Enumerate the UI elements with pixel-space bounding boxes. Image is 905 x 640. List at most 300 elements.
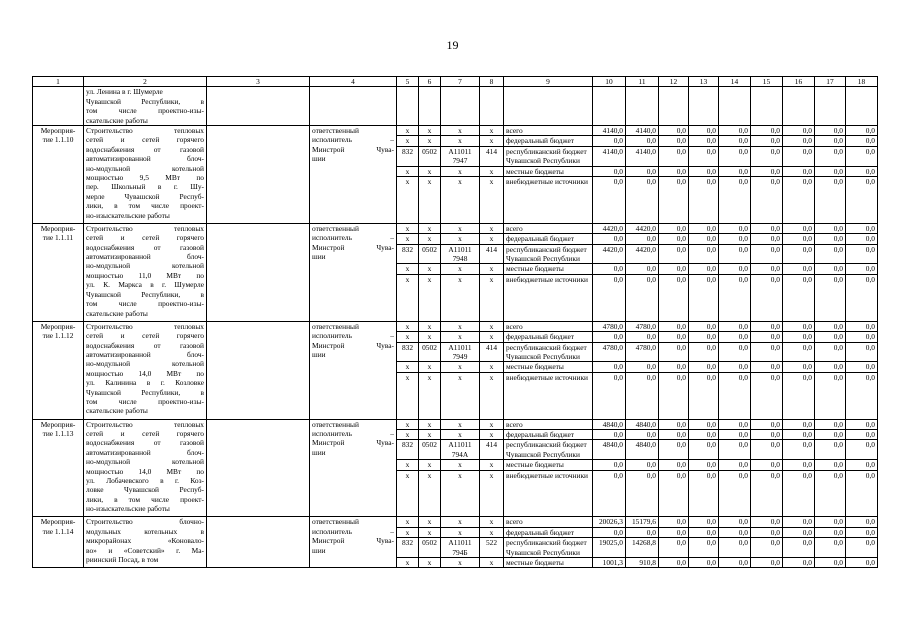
x-mark: x xyxy=(397,136,419,146)
value-col-14: 0,0 xyxy=(719,146,751,166)
value-col-18: 0,0 xyxy=(846,342,878,362)
text-line: ответственный xyxy=(312,321,359,331)
value-col-10: 4420,0 xyxy=(593,244,626,264)
x-mark: x xyxy=(480,264,504,274)
value-col-15: 0,0 xyxy=(751,538,783,558)
x-mark: x xyxy=(480,234,504,244)
text-line: тие 1.1.11 xyxy=(42,233,74,243)
value-col-10: 0,0 xyxy=(593,527,626,537)
value-col-14: 0,0 xyxy=(719,126,751,136)
value-col-13: 0,0 xyxy=(689,234,719,244)
x-mark: x xyxy=(419,223,441,233)
text-line: исполнитель – xyxy=(312,428,394,438)
value-col-14: 0,0 xyxy=(719,517,751,527)
value-col-12: 0,0 xyxy=(659,538,689,558)
empty-cell xyxy=(815,87,846,126)
value-col-18: 0,0 xyxy=(846,264,878,274)
funding-source: федеральный бюджет xyxy=(504,234,593,244)
text-line: сетей и сетей горячего xyxy=(86,331,204,341)
x-mark: x xyxy=(441,362,480,372)
value-col-18: 0,0 xyxy=(846,332,878,342)
value-col-12: 0,0 xyxy=(659,362,689,372)
code-target xyxy=(441,244,480,264)
empty-cell xyxy=(751,87,783,126)
funding-source: республиканский бюджет Чувашской Республики xyxy=(504,342,593,362)
value-col-11: 0,0 xyxy=(626,274,659,321)
x-mark: x xyxy=(419,332,441,342)
value-col-14: 0,0 xyxy=(719,429,751,439)
text-line: 7947 xyxy=(452,156,468,166)
funding-source: всего xyxy=(504,321,593,331)
value-col-17: 0,0 xyxy=(815,342,846,362)
x-mark: x xyxy=(419,264,441,274)
value-col-13: 0,0 xyxy=(689,517,719,527)
x-mark: x xyxy=(441,332,480,342)
text-line: исполнитель – xyxy=(312,331,394,341)
column-header: 1 xyxy=(33,77,84,87)
value-col-13: 0,0 xyxy=(689,223,719,233)
value-col-10: 19025,0 xyxy=(593,538,626,558)
funding-source: республиканский бюджет Чувашской Республики xyxy=(504,146,593,166)
source-row xyxy=(33,321,878,331)
empty-cell xyxy=(783,87,815,126)
x-mark: x xyxy=(397,470,419,517)
value-col-10: 0,0 xyxy=(593,429,626,439)
code-ministry: 832 xyxy=(397,146,419,166)
measure-code xyxy=(33,517,84,568)
value-col-13: 0,0 xyxy=(689,177,719,224)
value-col-10: 0,0 xyxy=(593,136,626,146)
column-header: 13 xyxy=(689,77,719,87)
measure-code xyxy=(33,223,84,321)
measure-title xyxy=(84,126,207,224)
text-line: исполнитель – xyxy=(312,526,394,536)
value-col-17: 0,0 xyxy=(815,136,846,146)
responsible-executor xyxy=(310,419,397,517)
text-line: 794Б xyxy=(452,547,468,557)
value-col-10: 4780,0 xyxy=(593,342,626,362)
value-col-10: 0,0 xyxy=(593,264,626,274)
x-mark: x xyxy=(441,419,480,429)
source-row xyxy=(33,126,878,136)
value-col-16: 0,0 xyxy=(783,440,815,460)
value-col-15: 0,0 xyxy=(751,429,783,439)
text-line: ловке Чувашской Респуб- xyxy=(86,485,204,495)
value-col-12: 0,0 xyxy=(659,321,689,331)
value-col-12: 0,0 xyxy=(659,146,689,166)
value-col-11: 15179,6 xyxy=(626,517,659,527)
value-col-18: 0,0 xyxy=(846,244,878,264)
value-col-13: 0,0 xyxy=(689,362,719,372)
value-col-14: 0,0 xyxy=(719,136,751,146)
value-col-14: 0,0 xyxy=(719,460,751,470)
value-col-15: 0,0 xyxy=(751,527,783,537)
value-col-16: 0,0 xyxy=(783,372,815,419)
text-line: исполнитель – xyxy=(312,233,394,243)
column-header: 3 xyxy=(207,77,310,87)
text-line: шии xyxy=(312,349,326,359)
column-header-row xyxy=(33,77,878,87)
funding-source: всего xyxy=(504,419,593,429)
value-col-10: 0,0 xyxy=(593,332,626,342)
value-col-18: 0,0 xyxy=(846,527,878,537)
funding-source: федеральный бюджет xyxy=(504,429,593,439)
value-col-18: 0,0 xyxy=(846,429,878,439)
value-col-12: 0,0 xyxy=(659,517,689,527)
column-header: 7 xyxy=(441,77,480,87)
value-col-11: 4780,0 xyxy=(626,321,659,331)
x-mark: x xyxy=(441,470,480,517)
value-col-13: 0,0 xyxy=(689,146,719,166)
value-col-15: 0,0 xyxy=(751,342,783,362)
empty-cell xyxy=(419,87,441,126)
value-col-10: 0,0 xyxy=(593,274,626,321)
x-mark: x xyxy=(441,234,480,244)
value-col-17: 0,0 xyxy=(815,166,846,176)
x-mark: x xyxy=(480,470,504,517)
value-col-18: 0,0 xyxy=(846,274,878,321)
text-line: водоснабжения от газовой xyxy=(86,242,204,252)
text-line: тие 1.1.12 xyxy=(42,331,74,341)
value-col-10: 0,0 xyxy=(593,166,626,176)
x-mark: x xyxy=(441,136,480,146)
measure-code xyxy=(33,321,84,419)
code-ministry: 832 xyxy=(397,244,419,264)
funding-source: всего xyxy=(504,517,593,527)
value-col-18: 0,0 xyxy=(846,538,878,558)
value-col-16: 0,0 xyxy=(783,419,815,429)
funding-source: внебюджетные источники xyxy=(504,470,593,517)
text-line: шии xyxy=(312,545,326,555)
value-col-11: 0,0 xyxy=(626,527,659,537)
value-col-12: 0,0 xyxy=(659,126,689,136)
x-mark: x xyxy=(419,126,441,136)
empty-cell xyxy=(593,87,626,126)
value-col-16: 0,0 xyxy=(783,177,815,224)
text-line: Минстрой Чува- xyxy=(312,340,394,350)
x-mark: x xyxy=(480,419,504,429)
value-col-11: 0,0 xyxy=(626,362,659,372)
value-col-11: 4420,0 xyxy=(626,244,659,264)
title-line: ул. Ленина в г. Шумерле xyxy=(86,87,163,97)
value-col-13: 0,0 xyxy=(689,342,719,362)
text-line: ул. Лобачевского в г. Коз- xyxy=(86,475,204,485)
x-mark: x xyxy=(419,136,441,146)
x-mark: x xyxy=(480,126,504,136)
funding-source: федеральный бюджет xyxy=(504,527,593,537)
value-col-16: 0,0 xyxy=(783,362,815,372)
text-line: водоснабжения от газовой xyxy=(86,340,204,350)
value-col-16: 0,0 xyxy=(783,264,815,274)
value-col-11: 4840,0 xyxy=(626,440,659,460)
value-col-16: 0,0 xyxy=(783,460,815,470)
x-mark: x xyxy=(397,419,419,429)
value-col-18: 0,0 xyxy=(846,136,878,146)
x-mark: x xyxy=(480,321,504,331)
value-col-16: 0,0 xyxy=(783,517,815,527)
code-expense: 414 xyxy=(480,244,504,264)
title-line: Чувашской Республики, в xyxy=(86,96,204,106)
text-line: водоснабжения от газовой xyxy=(86,438,204,448)
value-col-18: 0,0 xyxy=(846,419,878,429)
value-col-17: 0,0 xyxy=(815,440,846,460)
x-mark: x xyxy=(397,234,419,244)
x-mark: x xyxy=(419,372,441,419)
text-line: Чувашской Республики, в xyxy=(86,289,204,299)
funding-source: местные бюджеты xyxy=(504,166,593,176)
x-mark: x xyxy=(397,460,419,470)
value-col-15: 0,0 xyxy=(751,264,783,274)
value-col-12: 0,0 xyxy=(659,372,689,419)
x-mark: x xyxy=(419,274,441,321)
text-line: но-изыскательские работы xyxy=(86,210,170,220)
value-col-15: 0,0 xyxy=(751,146,783,166)
value-col-12: 0,0 xyxy=(659,470,689,517)
x-mark: x xyxy=(480,274,504,321)
measure-title xyxy=(84,419,207,517)
text-line: автоматизированной блоч- xyxy=(86,447,204,457)
text-line: тие 1.1.14 xyxy=(42,526,74,536)
empty-cell xyxy=(207,126,310,224)
value-col-11: 0,0 xyxy=(626,332,659,342)
value-col-11: 4140,0 xyxy=(626,126,659,136)
value-col-17: 0,0 xyxy=(815,470,846,517)
empty-cell xyxy=(441,87,480,126)
text-line: том числе проектно-изы- xyxy=(86,396,204,406)
text-line: сетей и сетей горячего xyxy=(86,428,204,438)
text-line: мощностью 14,0 МВт по xyxy=(86,368,204,378)
text-line: шии xyxy=(312,447,326,457)
x-mark: x xyxy=(480,136,504,146)
column-header: 8 xyxy=(480,77,504,87)
x-mark: x xyxy=(419,517,441,527)
empty-cell xyxy=(504,87,593,126)
text-line: А11011 xyxy=(448,146,472,156)
value-col-13: 0,0 xyxy=(689,419,719,429)
x-mark: x xyxy=(397,223,419,233)
value-col-14: 0,0 xyxy=(719,538,751,558)
x-mark: x xyxy=(419,470,441,517)
value-col-10: 0,0 xyxy=(593,362,626,372)
column-header: 10 xyxy=(593,77,626,87)
value-col-16: 0,0 xyxy=(783,244,815,264)
value-col-15: 0,0 xyxy=(751,234,783,244)
value-col-13: 0,0 xyxy=(689,126,719,136)
code-expense: 414 xyxy=(480,342,504,362)
value-col-17: 0,0 xyxy=(815,234,846,244)
text-line: Строительство тепловых xyxy=(86,223,204,233)
value-col-10: 4780,0 xyxy=(593,321,626,331)
value-col-11: 0,0 xyxy=(626,136,659,146)
source-row xyxy=(33,419,878,429)
value-col-13: 0,0 xyxy=(689,460,719,470)
text-line: модульных котельных в xyxy=(86,526,204,536)
text-line: том числе проектно-изы- xyxy=(86,299,204,309)
code-section: 0502 xyxy=(419,244,441,264)
code-section: 0502 xyxy=(419,146,441,166)
value-col-14: 0,0 xyxy=(719,440,751,460)
text-line: Строительство блочно- xyxy=(86,517,204,527)
empty-cell xyxy=(207,223,310,321)
value-col-18: 0,0 xyxy=(846,166,878,176)
value-col-15: 0,0 xyxy=(751,223,783,233)
value-col-16: 0,0 xyxy=(783,332,815,342)
value-col-10: 0,0 xyxy=(593,372,626,419)
text-line: скательские работы xyxy=(86,406,148,416)
value-col-16: 0,0 xyxy=(783,429,815,439)
page-number: 19 xyxy=(446,38,459,52)
value-col-17: 0,0 xyxy=(815,538,846,558)
x-mark: x xyxy=(419,362,441,372)
value-col-14: 0,0 xyxy=(719,419,751,429)
funding-source: местные бюджеты xyxy=(504,460,593,470)
text-line: исполнитель – xyxy=(312,135,394,145)
x-mark: x xyxy=(480,429,504,439)
x-mark: x xyxy=(480,372,504,419)
value-col-12: 0,0 xyxy=(659,527,689,537)
value-col-11: 0,0 xyxy=(626,429,659,439)
text-line: автоматизированной блоч- xyxy=(86,349,204,359)
value-col-13: 0,0 xyxy=(689,429,719,439)
value-col-17: 0,0 xyxy=(815,460,846,470)
text-line: шии xyxy=(312,154,326,164)
x-mark: x xyxy=(480,557,504,567)
value-col-14: 0,0 xyxy=(719,234,751,244)
x-mark: x xyxy=(441,264,480,274)
responsible-executor xyxy=(310,126,397,224)
code-expense: 522 xyxy=(480,538,504,558)
value-col-10: 4840,0 xyxy=(593,419,626,429)
funding-source: республиканский бюджет Чувашской Республики xyxy=(504,440,593,460)
value-col-14: 0,0 xyxy=(719,342,751,362)
value-col-18: 0,0 xyxy=(846,372,878,419)
value-col-13: 0,0 xyxy=(689,244,719,264)
value-col-12: 0,0 xyxy=(659,332,689,342)
text-line: ул. Калинина в г. Козловке xyxy=(86,378,204,388)
text-line: сетей и сетей горячего xyxy=(86,233,204,243)
funding-source: республиканский бюджет Чувашской Республики xyxy=(504,244,593,264)
column-header: 16 xyxy=(783,77,815,87)
value-col-17: 0,0 xyxy=(815,372,846,419)
value-col-16: 0,0 xyxy=(783,470,815,517)
value-col-11: 0,0 xyxy=(626,166,659,176)
x-mark: x xyxy=(480,223,504,233)
value-col-11: 0,0 xyxy=(626,234,659,244)
value-col-17: 0,0 xyxy=(815,557,846,567)
value-col-12: 0,0 xyxy=(659,274,689,321)
value-col-12: 0,0 xyxy=(659,177,689,224)
text-line: автоматизированной блоч- xyxy=(86,252,204,262)
text-line: тие 1.1.10 xyxy=(42,135,74,145)
value-col-17: 0,0 xyxy=(815,527,846,537)
text-line: скательские работы xyxy=(86,308,148,318)
x-mark: x xyxy=(419,419,441,429)
value-col-18: 0,0 xyxy=(846,440,878,460)
text-line: водоснабжения от газовой xyxy=(86,144,204,154)
value-col-10: 4140,0 xyxy=(593,126,626,136)
x-mark: x xyxy=(397,362,419,372)
empty-cell xyxy=(207,321,310,419)
code-target xyxy=(441,342,480,362)
x-mark: x xyxy=(397,264,419,274)
value-col-18: 0,0 xyxy=(846,177,878,224)
source-row xyxy=(33,223,878,233)
value-col-13: 0,0 xyxy=(689,166,719,176)
responsible-executor xyxy=(310,223,397,321)
text-line: Минстрой Чува- xyxy=(312,438,394,448)
value-col-11: 4840,0 xyxy=(626,419,659,429)
value-col-16: 0,0 xyxy=(783,342,815,362)
x-mark: x xyxy=(480,166,504,176)
x-mark: x xyxy=(441,166,480,176)
text-line: но-модульной котельной xyxy=(86,163,204,173)
x-mark: x xyxy=(480,332,504,342)
value-col-17: 0,0 xyxy=(815,517,846,527)
empty-cell xyxy=(846,87,878,126)
funding-source: федеральный бюджет xyxy=(504,332,593,342)
value-col-18: 0,0 xyxy=(846,470,878,517)
value-col-16: 0,0 xyxy=(783,136,815,146)
text-line: микрорайонах «Коновало- xyxy=(86,536,204,546)
x-mark: x xyxy=(441,372,480,419)
value-col-17: 0,0 xyxy=(815,264,846,274)
text-line: риинский Посад, в том xyxy=(86,554,159,564)
value-col-13: 0,0 xyxy=(689,136,719,146)
value-col-18: 0,0 xyxy=(846,126,878,136)
value-col-15: 0,0 xyxy=(751,557,783,567)
responsible-executor xyxy=(310,517,397,568)
value-col-11: 14268,8 xyxy=(626,538,659,558)
text-line: Минстрой Чува- xyxy=(312,242,394,252)
value-col-17: 0,0 xyxy=(815,244,846,264)
text-line: А11011 xyxy=(448,342,472,352)
value-col-12: 0,0 xyxy=(659,557,689,567)
continuation-row xyxy=(33,87,878,126)
value-col-10: 4840,0 xyxy=(593,440,626,460)
value-col-13: 0,0 xyxy=(689,440,719,460)
value-col-10: 0,0 xyxy=(593,177,626,224)
column-header: 14 xyxy=(719,77,751,87)
funding-source: внебюджетные источники xyxy=(504,177,593,224)
x-mark: x xyxy=(441,126,480,136)
value-col-11: 0,0 xyxy=(626,264,659,274)
x-mark: x xyxy=(419,166,441,176)
value-col-16: 0,0 xyxy=(783,166,815,176)
x-mark: x xyxy=(397,321,419,331)
budget-table xyxy=(32,76,878,568)
value-col-17: 0,0 xyxy=(815,321,846,331)
value-col-14: 0,0 xyxy=(719,223,751,233)
measure-title xyxy=(84,517,207,568)
value-col-14: 0,0 xyxy=(719,166,751,176)
code-ministry: 832 xyxy=(397,342,419,362)
value-col-14: 0,0 xyxy=(719,177,751,224)
empty-cell xyxy=(659,87,689,126)
text-line: Строительство тепловых xyxy=(86,321,204,331)
value-col-15: 0,0 xyxy=(751,517,783,527)
column-header: 18 xyxy=(846,77,878,87)
empty-cell xyxy=(207,517,310,568)
x-mark: x xyxy=(397,126,419,136)
text-line: ответственный xyxy=(312,419,359,429)
empty-cell xyxy=(310,87,397,126)
value-col-17: 0,0 xyxy=(815,177,846,224)
value-col-12: 0,0 xyxy=(659,342,689,362)
value-col-16: 0,0 xyxy=(783,234,815,244)
text-line: А11011 xyxy=(448,244,472,254)
code-target xyxy=(441,538,480,558)
text-line: сетей и сетей горячего xyxy=(86,135,204,145)
